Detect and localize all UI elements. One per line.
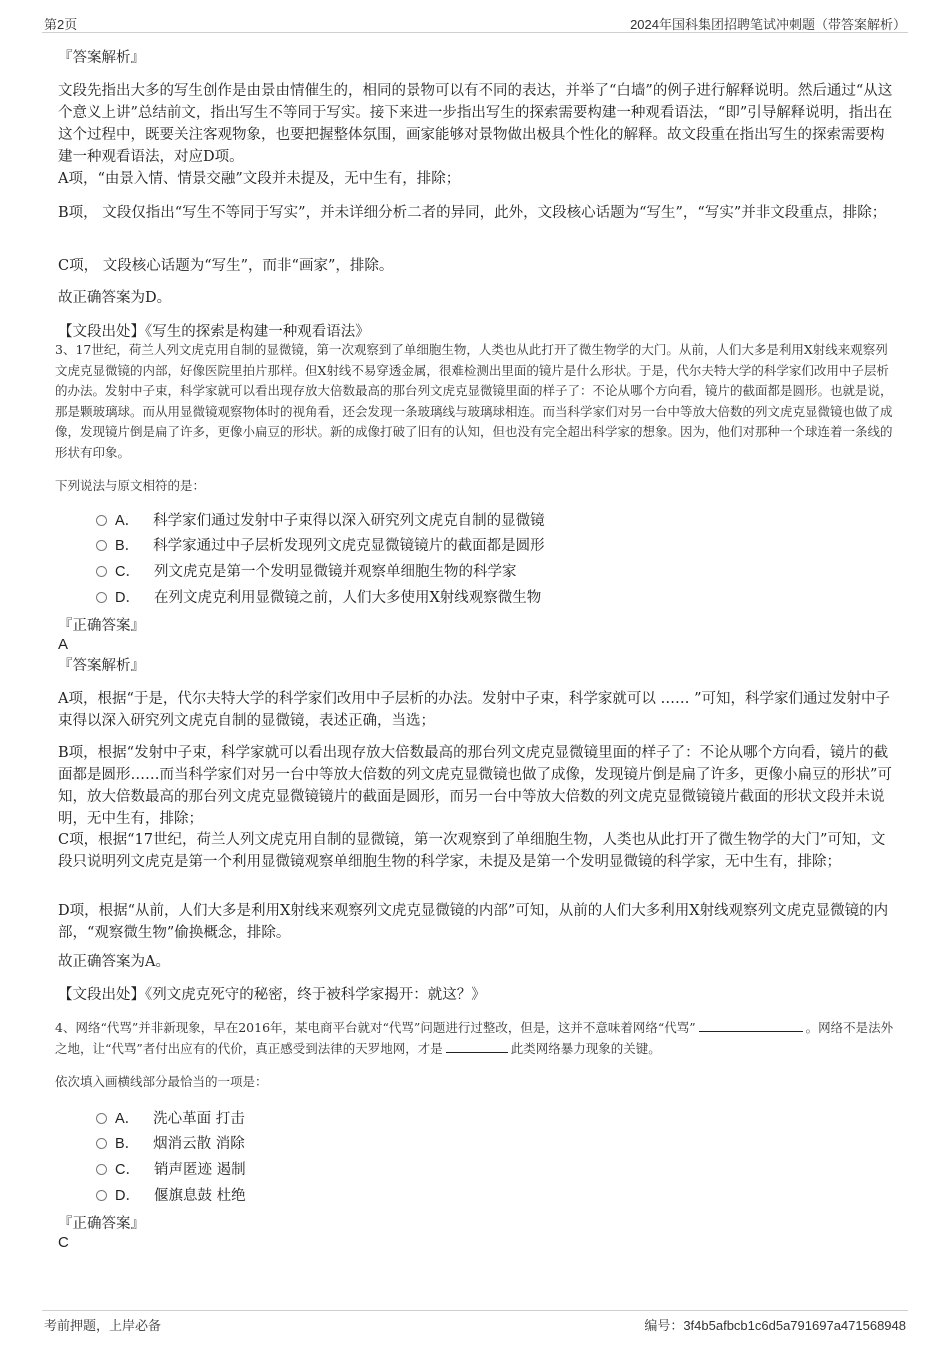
- q3-conclusion: 故正确答案为A。: [58, 954, 170, 970]
- q4-prompt: 依次填入画横线部分最恰当的一项是：: [55, 1074, 268, 1089]
- q3-answer: A: [58, 636, 69, 653]
- q3-option-a-analysis: A项，根据“于是，代尔夫特大学的科学家们改用中子层析的办法。发射中子束，科学家就可以 …… ”可知，科学家们通过发射中子束得以深入研究列文虎克自制的显微镜，表述正确，当选；: [58, 691, 891, 729]
- q2-option-a-analysis: A项，“由景入情、情景交融”文段并未提及，无中生有，排除；: [58, 171, 461, 187]
- page-header: [42, 12, 908, 33]
- q3-option-d[interactable]: D． 在列文虎克利用显微镜之前，人们大多使用X射线观察微生物: [96, 587, 541, 609]
- q3-source: 【文段出处】《列文虎克死守的秘密，终于被科学家揭开：就这？》: [58, 987, 486, 1003]
- q3-option-d-analysis: D项，根据“从前，人们大多是利用X射线来观察列文虎克显微镜的内部”可知，从前的人们大多利用X射线观察列文虎克显微镜的内部，“观察微生物”偷换概念，排除。: [58, 903, 889, 941]
- q4-passage: 4、网络“代骂”并非新现象，早在2016年，某电商平台就对“代骂”问题进行过整改，但是，这并不意味着网络“代骂” 。网络不是法外之地，让“代骂”者付出应有的代价，真正感受到法律的天罗地网，才是 此类网络暴力现象的关键。: [55, 1020, 894, 1056]
- radio-button[interactable]: [96, 515, 107, 526]
- q4-answer: C: [58, 1234, 69, 1251]
- document-id: 编号：3f4b5afbcb1c6d5a791697a471568948: [644, 1318, 906, 1333]
- footer-slogan: 考前押题，上岸必备: [44, 1318, 162, 1333]
- q4-option-c[interactable]: C． 销声匿迹 遏制: [96, 1159, 246, 1181]
- q3-answer-label: 『正确答案』: [58, 618, 145, 634]
- radio-button[interactable]: [96, 540, 107, 551]
- document-title: 2024年国科集团招聘笔试冲刺题（带答案解析）: [630, 17, 906, 32]
- q3-option-a[interactable]: A． 科学家们通过发射中子束得以深入研究列文虎克自制的显微镜: [96, 510, 545, 532]
- radio-button[interactable]: [96, 1190, 107, 1201]
- radio-button[interactable]: [96, 592, 107, 603]
- q4-option-d[interactable]: D． 偃旗息鼓 杜绝: [96, 1185, 246, 1207]
- radio-button[interactable]: [96, 1138, 107, 1149]
- q2-option-c-analysis: C项， 文段核心话题为“写生”，而非“画家”，排除。: [58, 258, 394, 274]
- radio-button[interactable]: [96, 1164, 107, 1175]
- q3-option-b[interactable]: B． 科学家通过中子层析发现列文虎克显微镜镜片的截面都是圆形: [96, 535, 545, 557]
- q2-conclusion: 故正确答案为D。: [58, 290, 172, 306]
- q2-analysis-text: 文段先指出大多的写生创作是由景由情催生的，相同的景物可以有不同的表达，并举了“白墙”的例子进行解释说明。然后通过“从这个意义上讲”总结前文，指出写生不等同于写实。接下来进一步指出写生的探索需要构建一种观看语法，“即”引导解释说明，指出在这个过程中，既要关注客观物象，也要把握整体氛围，画家能够对景物做出极具个性化的解释。故文段重在指出写生的探索需要构建一种观看语法，对应D项。: [58, 83, 893, 165]
- q3-prompt: 下列说法与原文相符的是：: [55, 478, 206, 493]
- q3-option-c-analysis: C项，根据“17世纪，荷兰人列文虎克用自制的显微镜，第一次观察到了单细胞生物，人类也从此打开了微生物学的大门”可知，文段只说明列文虎克是第一个利用显微镜观察单细胞生物的科学家，未提及是第一个发明显微镜的科学家，无中生有，排除；: [58, 832, 886, 870]
- q2-source: 【文段出处】《写生的探索是构建一种观看语法》: [58, 324, 370, 340]
- q4-answer-label: 『正确答案』: [58, 1216, 145, 1232]
- q2-analysis-label: 『答案解析』: [58, 50, 145, 66]
- q3-passage: 3、17世纪，荷兰人列文虎克用自制的显微镜，第一次观察到了单细胞生物，人类也从此打开了微生物学的大门。从前，人们大多是利用X射线来观察列文虎克显微镜的内部，好像医院里拍片那样。但X射线不易穿透金属，很难检测出里面的镜片是什么形状。于是，代尔夫特大学的科学家们改用中子层析的办法。发射中子束，科学家就可以看出现存放大倍数最高的那台列文虎克显微镜里面的样子了：不论从哪个方向看，镜片的截面都是圆形。也就是说，那是颗玻璃球。而从用显微镜观察物体时的视角看，还会发现一条玻璃线与玻璃球相连。而当科学家们对另一台中等放大倍数的列文虎克显微镜也做了成像，发现镜片倒是扁了许多，更像小扁豆的形状。新的成像打破了旧有的认知，但也没有完全超出科学家的想象。因为，他们对那种一个球连着一条线的形状有印象。: [55, 342, 893, 460]
- radio-button[interactable]: [96, 1113, 107, 1124]
- q3-analysis-label: 『答案解析』: [58, 658, 145, 674]
- page-number: 第2页: [44, 17, 78, 32]
- q4-option-a[interactable]: A． 洗心革面 打击: [96, 1108, 245, 1130]
- page-footer: [42, 1310, 908, 1339]
- radio-button[interactable]: [96, 566, 107, 577]
- q3-option-b-analysis: B项，根据“发射中子束，科学家就可以看出现存放大倍数最高的那台列文虎克显微镜里面的样子了：不论从哪个方向看，镜片的截面都是圆形……而当科学家们对另一台中等放大倍数的列文虎克显微镜也做了成像，发现镜片倒是扁了许多，更像小扁豆的形状”可知，放大倍数最高的那台列文虎克显微镜镜片的截面是圆形，而另一台中等放大倍数的列文虎克显微镜镜片截面的形状文段并未说明，无中生有，排除；: [58, 745, 892, 827]
- q4-option-b[interactable]: B． 烟消云散 消除: [96, 1133, 245, 1155]
- q2-option-b-analysis: B项， 文段仅指出“写生不等同于写实”，并未详细分析二者的异同，此外，文段核心话题为“写生”，“写实”并非文段重点，排除；: [58, 205, 887, 221]
- fill-blank-1: [699, 1019, 803, 1032]
- fill-blank-2: [446, 1040, 508, 1053]
- q3-option-c[interactable]: C． 列文虎克是第一个发明显微镜并观察单细胞生物的科学家: [96, 561, 516, 583]
